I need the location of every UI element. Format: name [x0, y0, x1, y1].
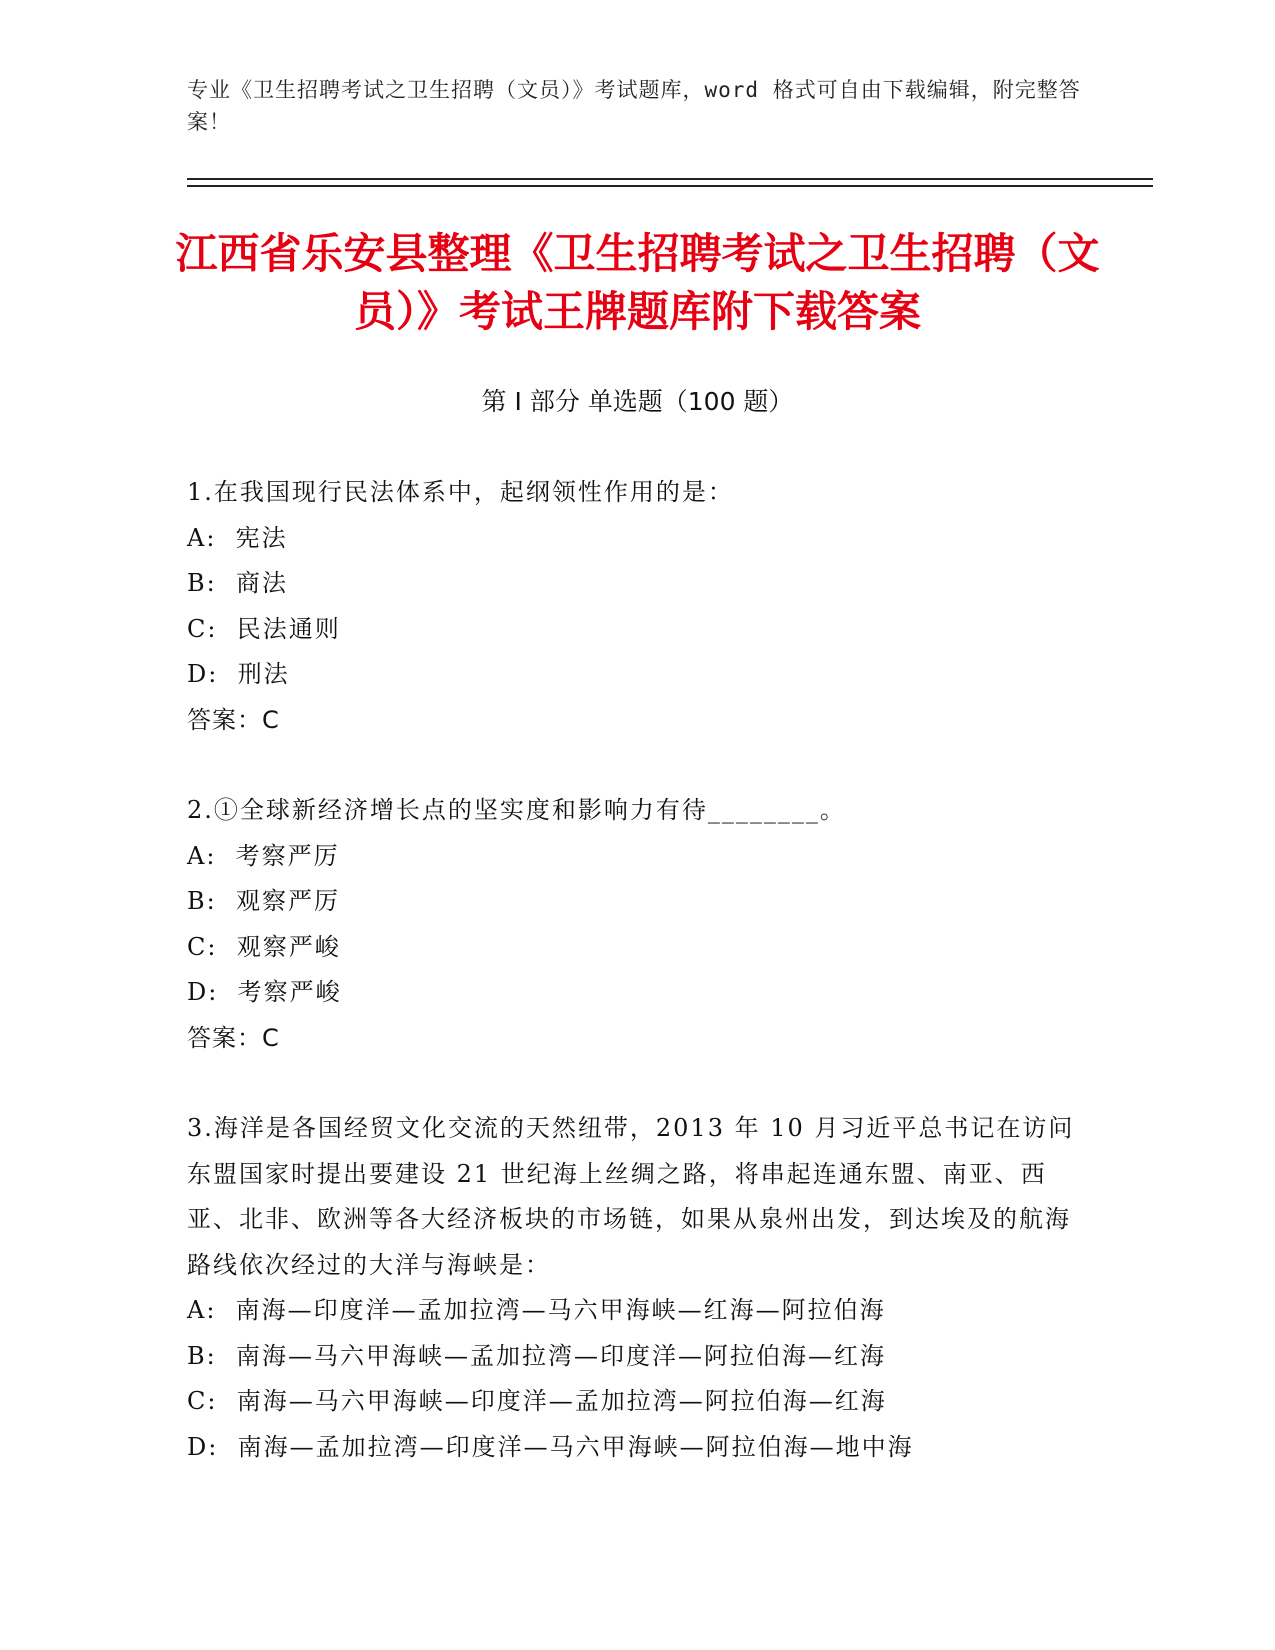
section-heading: 第 I 部分 单选题（100 题）	[481, 387, 794, 416]
header-note: 专业《卫生招聘考试之卫生招聘（文员）》考试题库，word 格式可自由下载编辑，附完整答案！	[187, 78, 1081, 134]
option-c: C: 民法通则	[187, 614, 341, 643]
question-stem: 1.在我国现行民法体系中，起纲领性作用的是：	[187, 478, 734, 506]
option-d: D: 刑法	[187, 660, 290, 688]
header-rule-top	[187, 178, 1153, 180]
option-a: A: 南海—印度洋—孟加拉湾—马六甲海峡—红海—阿拉伯海	[187, 1296, 886, 1324]
question-stem: 2.①全球新经济增长点的坚实度和影响力有待________。	[187, 796, 846, 824]
option-b: B: 南海—马六甲海峡—孟加拉湾—印度洋—阿拉伯海—红海	[187, 1341, 886, 1370]
option-c: C: 观察严峻	[187, 932, 341, 961]
question-1	[187, 470, 1087, 743]
option-c: C: 南海—马六甲海峡—印度洋—孟加拉湾—阿拉伯海—红海	[187, 1387, 887, 1415]
answer: 答案：C	[187, 1023, 280, 1052]
option-b: B: 观察严厉	[187, 887, 340, 915]
question-3	[187, 1106, 1087, 1470]
option-b: B: 商法	[187, 569, 288, 597]
option-d: D: 南海—孟加拉湾—印度洋—马六甲海峡—阿拉伯海—地中海	[187, 1432, 914, 1461]
option-a: A: 宪法	[187, 523, 288, 552]
option-a: A: 考察严厉	[187, 841, 340, 870]
header-rule-bottom	[187, 185, 1153, 187]
option-d: D: 考察严峻	[187, 978, 342, 1006]
document-title: 江西省乐安县整理《卫生招聘考试之卫生招聘（文员）》考试王牌题库附下载答案	[175, 229, 1100, 336]
answer: 答案：C	[187, 705, 280, 734]
question-stem: 3.海洋是各国经贸文化交流的天然纽带，2013 年 10 月习近平总书记在访问东盟国家时提出要建设 21 世纪海上丝绸之路，将串起连通东盟、南亚、西亚、北非、欧洲等各大经济板块的市场链，如果从泉州出发，到达埃及的航海路线依次经过的大洋与海峡是：	[187, 1114, 1075, 1279]
question-2	[187, 788, 1087, 1061]
